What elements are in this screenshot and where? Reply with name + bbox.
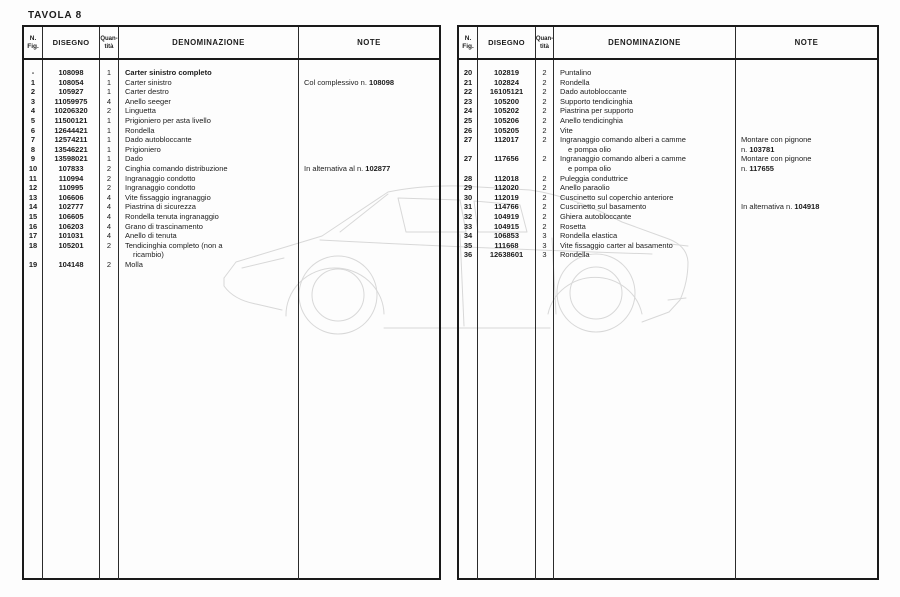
- cell-fig: 30: [463, 192, 473, 202]
- cell-denominazione: Molla: [125, 260, 143, 269]
- column-header-label: DENOMINAZIONE: [608, 37, 681, 47]
- cell-qty: 3: [542, 240, 547, 250]
- cell-disegno: 114766: [494, 202, 519, 212]
- cell-qty: 2: [542, 77, 547, 87]
- column-header-label: NOTE: [794, 37, 819, 47]
- cell-qty: 2: [542, 135, 547, 145]
- cell-note: In alternativa n. 104918: [741, 202, 820, 212]
- cell-disegno: 112020: [494, 183, 519, 193]
- cell-fig: 22: [463, 87, 473, 97]
- column-disegno: [478, 60, 536, 580]
- cell-denominazione: Rondella tenuta ingranaggio: [125, 212, 219, 221]
- cell-disegno: 104915: [493, 221, 520, 231]
- cell-denominazione: Ghiera autobloccante: [560, 212, 632, 221]
- cell-qty: 2: [542, 173, 547, 183]
- cell-qty: 1: [106, 135, 112, 145]
- column-fig: [459, 60, 478, 580]
- column-header-label: DISEGNO: [52, 37, 90, 47]
- cell-qty: 1: [106, 116, 112, 125]
- cell-denominazione: Ingranaggio comando alberi a camme: [560, 154, 686, 164]
- column-header-label: Quan-: [535, 35, 554, 42]
- cell-denominazione: Dado autobloccante: [125, 135, 192, 145]
- cell-denominazione: Anello seeger: [125, 96, 171, 106]
- cell-qty: 3: [542, 231, 547, 241]
- cell-denominazione: Anello tendicinghia: [560, 116, 623, 125]
- column-header-denom: [554, 27, 736, 58]
- cell-fig: 33: [463, 221, 473, 231]
- cell-note: Col complessivo n. 108098: [304, 77, 395, 87]
- cell-qty: 1: [106, 68, 112, 77]
- cell-fig: 6: [30, 125, 36, 135]
- cell-qty: 2: [542, 106, 547, 116]
- cell-disegno: 110995: [58, 183, 84, 193]
- column-header-qty: [536, 27, 554, 58]
- cell-fig: 16: [28, 221, 38, 231]
- cell-fig: 23: [463, 96, 473, 106]
- cell-qty: 1: [106, 77, 112, 87]
- column-header-note: [736, 27, 877, 58]
- parts-table-right: [457, 25, 879, 580]
- column-header-label: Fig.: [27, 42, 39, 50]
- cell-note: In alternativa al n. 102877: [304, 164, 391, 173]
- cell-fig: 24: [463, 106, 473, 116]
- column-header-label: tità: [104, 43, 114, 50]
- cell-fig: 4: [30, 106, 36, 116]
- cell-fig: 17: [28, 231, 38, 241]
- cell-disegno: 108054: [58, 77, 84, 87]
- cell-qty: 2: [542, 96, 547, 106]
- cell-disegno: 12638601: [489, 250, 524, 260]
- cell-qty: 4: [106, 192, 112, 202]
- column-qty: [100, 60, 119, 580]
- cell-qty: 1: [106, 154, 112, 164]
- cell-qty: 2: [106, 173, 112, 183]
- cell-denominazione: Ingranaggio condotto: [125, 173, 196, 183]
- cell-qty: 4: [106, 221, 112, 231]
- column-disegno: [43, 60, 100, 580]
- cell-denominazione: Anello di tenuta: [125, 231, 177, 241]
- cell-disegno: 12644421: [54, 125, 88, 135]
- table-body-left: [24, 60, 439, 580]
- cell-qty: 1: [106, 87, 112, 97]
- cell-fig: 18: [28, 240, 38, 250]
- table-body-right: [459, 60, 877, 580]
- cell-disegno: 112019: [494, 192, 519, 202]
- column-header-label: N.: [464, 34, 472, 42]
- cell-denominazione: Tendicinghia completo (non a: [125, 240, 223, 250]
- cell-disegno: 13546221: [54, 144, 88, 154]
- cell-disegno: 110994: [58, 173, 84, 183]
- cell-disegno: 105202: [493, 106, 520, 116]
- cell-disegno: 104919: [493, 212, 520, 221]
- cell-qty: 2: [106, 183, 112, 193]
- cell-qty: 3: [542, 250, 547, 260]
- cell-denominazione: Cuscinetto sul basamento: [560, 202, 647, 212]
- cell-fig: 15: [28, 212, 38, 221]
- cell-fig: 32: [463, 212, 473, 221]
- cell-disegno: 10206320: [54, 106, 88, 116]
- cell-fig: 1: [30, 77, 36, 87]
- cell-denominazione: Dado: [125, 154, 143, 164]
- cell-qty: 2: [106, 260, 112, 269]
- cell-fig: 7: [30, 135, 36, 145]
- cell-note: Montare con pignone: [741, 135, 812, 145]
- cell-fig: 9: [30, 154, 36, 164]
- cell-denominazione: Carter sinistro completo: [125, 68, 212, 77]
- cell-disegno: 12574211: [54, 135, 88, 145]
- cell-qty: 2: [542, 221, 547, 231]
- parts-table-left: [22, 25, 441, 580]
- column-header-label: N.: [29, 34, 37, 42]
- page-title: TAVOLA 8: [28, 10, 82, 21]
- column-qty: [536, 60, 554, 580]
- table-header-left: [24, 27, 439, 60]
- column-note: [299, 60, 439, 580]
- column-note: [736, 60, 877, 580]
- column-header-fig: [24, 27, 43, 58]
- cell-denominazione: Puntalino: [560, 68, 592, 77]
- column-header-denom: [119, 27, 299, 58]
- column-header-qty: [100, 27, 119, 58]
- column-header-label: Quan-: [100, 35, 118, 42]
- cell-denominazione: Carter sinistro: [125, 77, 172, 87]
- cell-disegno: 106853: [493, 231, 520, 241]
- cell-disegno: 101031: [58, 231, 84, 241]
- cell-fig: 29: [463, 183, 473, 193]
- cell-disegno: 102824: [493, 77, 520, 87]
- cell-fig: 2: [30, 87, 36, 97]
- cell-note: Montare con pignone: [741, 154, 812, 164]
- cell-denominazione: Cuscinetto sul coperchio anteriore: [560, 192, 674, 202]
- cell-fig: 13: [28, 192, 38, 202]
- cell-disegno: 105205: [493, 125, 520, 135]
- column-header-label: tità: [540, 43, 549, 50]
- cell-fig: 35: [463, 240, 473, 250]
- cell-denominazione: Rosetta: [560, 221, 586, 231]
- cell-qty: 2: [106, 240, 112, 250]
- cell-denominazione: Prigioniero: [125, 144, 161, 154]
- column-header-disegno: [43, 27, 100, 58]
- cell-disegno: 13598021: [54, 154, 88, 164]
- cell-denominazione: Vite: [560, 125, 573, 135]
- cell-qty: 4: [106, 202, 112, 212]
- cell-qty: 2: [542, 68, 547, 77]
- column-denom: [119, 60, 299, 580]
- cell-denominazione: Rondella: [560, 77, 590, 87]
- cell-disegno: 108098: [58, 68, 84, 77]
- cell-qty: 2: [106, 164, 112, 173]
- cell-fig: 28: [463, 173, 473, 183]
- cell-fig: 10: [28, 164, 38, 173]
- cell-qty: 2: [542, 116, 547, 125]
- cell-disegno: 111668: [494, 240, 519, 250]
- column-header-label: DISEGNO: [488, 37, 525, 47]
- cell-fig: 36: [463, 250, 473, 260]
- cell-denominazione: Piastrina di sicurezza: [125, 202, 196, 212]
- column-header-fig: [459, 27, 478, 58]
- column-header-label: DENOMINAZIONE: [172, 37, 245, 47]
- column-fig: [24, 60, 43, 580]
- cell-disegno: 105206: [493, 116, 520, 125]
- column-denom: [554, 60, 736, 580]
- cell-qty: 2: [542, 154, 547, 164]
- cell-fig: 34: [463, 231, 473, 241]
- cell-denominazione: Linguetta: [125, 106, 156, 116]
- cell-qty: 2: [542, 87, 547, 97]
- cell-fig: 14: [28, 202, 38, 212]
- cell-denominazione: Ingranaggio condotto: [125, 183, 196, 193]
- cell-qty: 4: [106, 231, 112, 241]
- cell-denominazione: ricambio): [133, 250, 164, 260]
- cell-qty: 4: [106, 96, 112, 106]
- cell-fig: -: [31, 68, 35, 77]
- cell-disegno: 112017: [494, 135, 519, 145]
- cell-disegno: 11500121: [54, 116, 88, 125]
- cell-fig: 20: [463, 68, 473, 77]
- cell-disegno: 106605: [58, 212, 84, 221]
- column-header-label: NOTE: [357, 37, 381, 47]
- cell-denominazione: Vite fissaggio ingranaggio: [125, 192, 211, 202]
- cell-disegno: 105927: [58, 87, 84, 97]
- cell-qty: 1: [106, 125, 112, 135]
- cell-qty: 2: [542, 125, 547, 135]
- cell-fig: 27: [463, 135, 473, 145]
- cell-fig: 12: [28, 183, 38, 193]
- cell-fig: 3: [30, 96, 36, 106]
- cell-denominazione: Ingranaggio comando alberi a camme: [560, 135, 686, 145]
- cell-denominazione: Supporto tendicinghia: [560, 96, 633, 106]
- cell-fig: 19: [28, 260, 38, 269]
- cell-denominazione: Dado autobloccante: [560, 87, 627, 97]
- cell-fig: 5: [30, 116, 36, 125]
- cell-disegno: 117656: [494, 154, 519, 164]
- cell-disegno: 112018: [494, 173, 519, 183]
- cell-note: n. 117655: [741, 164, 774, 173]
- cell-qty: 4: [106, 212, 112, 221]
- cell-denominazione: Rondella: [125, 125, 155, 135]
- cell-denominazione: Prigioniero per asta livello: [125, 116, 211, 125]
- cell-denominazione: e pompa olio: [568, 144, 611, 154]
- cell-disegno: 102819: [493, 68, 520, 77]
- cell-disegno: 11059975: [54, 96, 88, 106]
- cell-fig: 21: [463, 77, 473, 87]
- cell-qty: 2: [106, 106, 112, 116]
- column-header-note: [299, 27, 439, 58]
- cell-fig: 11: [29, 173, 37, 183]
- cell-qty: 2: [542, 192, 547, 202]
- cell-disegno: 105201: [58, 240, 84, 250]
- cell-denominazione: Cinghia comando distribuzione: [125, 164, 228, 173]
- cell-denominazione: Puleggia conduttrice: [560, 173, 628, 183]
- cell-denominazione: Rondella: [560, 250, 590, 260]
- cell-fig: 26: [463, 125, 473, 135]
- cell-disegno: 102777: [58, 202, 84, 212]
- cell-denominazione: Carter destro: [125, 87, 169, 97]
- cell-qty: 2: [542, 183, 547, 193]
- cell-fig: 27: [463, 154, 473, 164]
- cell-qty: 2: [542, 212, 547, 221]
- cell-disegno: 104148: [58, 260, 84, 269]
- cell-denominazione: Anello paraolio: [560, 183, 610, 193]
- table-header-right: [459, 27, 877, 60]
- cell-denominazione: Grano di trascinamento: [125, 221, 203, 231]
- cell-note: n. 103781: [741, 144, 775, 154]
- cell-fig: 8: [30, 144, 36, 154]
- cell-fig: 25: [463, 116, 473, 125]
- cell-disegno: 106606: [58, 192, 84, 202]
- cell-qty: 2: [542, 202, 547, 212]
- cell-denominazione: Piastrina per supporto: [560, 106, 634, 116]
- cell-denominazione: Rondella elastica: [560, 231, 618, 241]
- cell-denominazione: Vite fissaggio carter al basamento: [560, 240, 673, 250]
- cell-fig: 31: [463, 202, 473, 212]
- cell-disegno: 16105121: [489, 87, 524, 97]
- cell-disegno: 106203: [58, 221, 84, 231]
- cell-denominazione: e pompa olio: [568, 164, 611, 173]
- column-header-disegno: [478, 27, 536, 58]
- cell-qty: 1: [106, 144, 112, 154]
- column-header-label: Fig.: [462, 42, 474, 50]
- cell-disegno: 105200: [493, 96, 520, 106]
- cell-disegno: 107833: [58, 164, 84, 173]
